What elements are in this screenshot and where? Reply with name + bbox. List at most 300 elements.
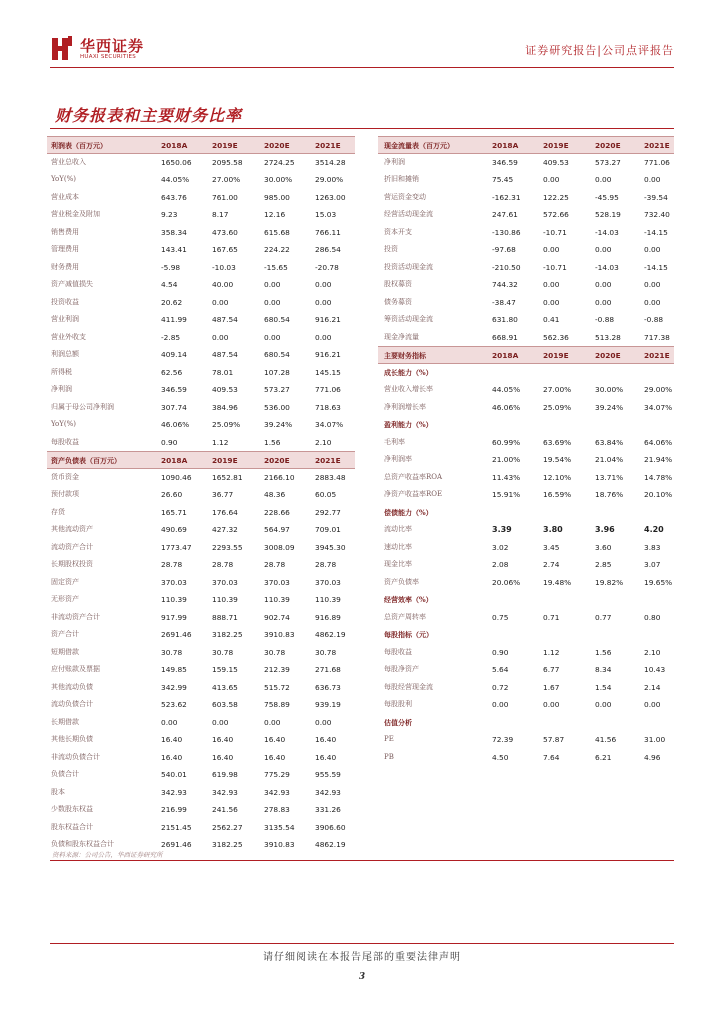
year-header: 2018A bbox=[492, 351, 519, 360]
row-label: 管理费用 bbox=[51, 245, 79, 253]
cell-value: 48.36 bbox=[264, 490, 286, 499]
cell-value: 149.85 bbox=[161, 665, 187, 674]
cell-value: 766.11 bbox=[315, 227, 341, 237]
cell-value: 0.00 bbox=[595, 297, 612, 307]
year-header: 2020E bbox=[264, 456, 290, 465]
row-label: 每股净资产 bbox=[384, 665, 419, 673]
cell-value: 44.05% bbox=[492, 385, 521, 394]
cell-value: 536.00 bbox=[264, 402, 290, 412]
cell-value: 0.00 bbox=[315, 297, 332, 307]
cell-value: 342.99 bbox=[161, 682, 187, 692]
cell-value: 16.40 bbox=[264, 752, 286, 762]
table-row bbox=[47, 276, 355, 294]
cell-value: 110.39 bbox=[315, 595, 341, 604]
subsection-row bbox=[378, 591, 674, 609]
cell-value: 29.00% bbox=[644, 385, 673, 394]
row-label: 毛利率 bbox=[384, 437, 405, 446]
huaxi-logo-icon bbox=[50, 36, 76, 62]
cell-value: 540.01 bbox=[161, 770, 187, 779]
cell-value: 110.39 bbox=[161, 595, 187, 604]
cell-value: 15.03 bbox=[315, 210, 337, 219]
cell-value: -38.47 bbox=[492, 297, 516, 307]
cell-value: 573.27 bbox=[595, 157, 621, 167]
table-row bbox=[378, 189, 674, 207]
cell-value: 286.54 bbox=[315, 245, 341, 254]
cell-value: -210.50 bbox=[492, 262, 521, 272]
cell-value: 668.91 bbox=[492, 332, 518, 342]
row-label: 经营效率（%） bbox=[384, 595, 433, 604]
cell-value: 0.00 bbox=[212, 717, 229, 727]
row-label: 长期股权投资 bbox=[51, 560, 93, 568]
cell-value: 12.10% bbox=[543, 472, 572, 482]
cell-value: 0.00 bbox=[644, 280, 661, 289]
cell-value: 9.23 bbox=[161, 210, 178, 219]
table-header bbox=[378, 346, 674, 364]
cell-value: 3.45 bbox=[543, 542, 560, 552]
row-label: 股东权益合计 bbox=[51, 822, 93, 831]
cell-value: 0.00 bbox=[492, 700, 509, 709]
table-row bbox=[378, 469, 674, 487]
cell-value: 0.00 bbox=[264, 280, 281, 289]
cell-value: -10.03 bbox=[212, 262, 236, 272]
table-row bbox=[378, 696, 674, 714]
row-label: 所得税 bbox=[51, 367, 72, 376]
subsection-row bbox=[378, 626, 674, 644]
cell-value: 1.56 bbox=[595, 647, 612, 657]
cell-value: 985.00 bbox=[264, 192, 290, 202]
cell-value: 16.40 bbox=[315, 752, 337, 762]
cell-value: 30.00% bbox=[264, 175, 293, 184]
subsection-row bbox=[378, 504, 674, 522]
cell-value: 30.78 bbox=[264, 647, 286, 657]
cell-value: 0.90 bbox=[161, 437, 178, 447]
cell-value: 110.39 bbox=[212, 595, 238, 604]
table-row bbox=[47, 819, 355, 837]
cell-value: 4862.19 bbox=[315, 630, 346, 639]
row-label: 现金比率 bbox=[384, 560, 412, 568]
row-label: PB bbox=[384, 752, 394, 761]
row-label: 销售费用 bbox=[51, 227, 79, 236]
cell-value: 0.72 bbox=[492, 682, 509, 692]
cell-value: 3182.25 bbox=[212, 630, 243, 639]
cell-value: 25.09% bbox=[543, 402, 572, 412]
year-header: 2021E bbox=[644, 141, 670, 150]
cell-value: 409.53 bbox=[543, 157, 569, 167]
bottom-divider bbox=[50, 860, 674, 861]
table-row bbox=[47, 294, 355, 312]
cell-value: 167.65 bbox=[212, 245, 238, 254]
cell-value: 30.00% bbox=[595, 385, 624, 394]
brand-name: 华西证券 bbox=[80, 37, 145, 55]
year-header: 2021E bbox=[315, 456, 341, 465]
cell-value: 528.19 bbox=[595, 210, 621, 219]
cell-value: 19.82% bbox=[595, 577, 624, 587]
table-row bbox=[47, 259, 355, 277]
cell-value: -14.15 bbox=[644, 262, 668, 272]
cell-value: 2151.45 bbox=[161, 822, 192, 832]
cell-value: 342.93 bbox=[315, 787, 341, 797]
row-label: 负债合计 bbox=[51, 770, 79, 778]
cell-value: 20.10% bbox=[644, 490, 673, 499]
row-label: 折旧和摊销 bbox=[384, 175, 419, 183]
cell-value: 2166.10 bbox=[264, 472, 295, 482]
row-label: YoY(%) bbox=[51, 420, 76, 428]
cell-value: 0.00 bbox=[644, 175, 661, 184]
report-header bbox=[50, 36, 674, 64]
cell-value: 3.07 bbox=[644, 560, 661, 569]
cell-value: 2.10 bbox=[644, 647, 661, 657]
cell-value: -14.03 bbox=[595, 262, 619, 272]
table-row bbox=[378, 679, 674, 697]
table-row bbox=[378, 451, 674, 469]
cell-value: 224.22 bbox=[264, 245, 290, 254]
cell-value: 19.65% bbox=[644, 577, 673, 587]
cell-value: 409.14 bbox=[161, 350, 187, 359]
year-header: 2019E bbox=[212, 141, 238, 150]
row-label: 偿债能力（%） bbox=[384, 507, 433, 517]
cell-value: 21.94% bbox=[644, 455, 673, 464]
row-label: 流动资产合计 bbox=[51, 542, 93, 551]
cell-value: 902.74 bbox=[264, 612, 290, 622]
row-label: 资本开支 bbox=[384, 227, 412, 236]
cell-value: 732.40 bbox=[644, 210, 670, 219]
cell-value: -39.54 bbox=[644, 192, 668, 202]
cell-value: 631.80 bbox=[492, 315, 518, 324]
cell-value: 2293.55 bbox=[212, 542, 243, 552]
cell-value: 331.26 bbox=[315, 805, 341, 814]
year-header: 2020E bbox=[595, 351, 621, 360]
table-row bbox=[47, 154, 355, 172]
cell-value: 0.00 bbox=[543, 245, 560, 254]
table-row bbox=[47, 346, 355, 364]
cell-value: 27.00% bbox=[212, 175, 241, 184]
cell-value: 4862.19 bbox=[315, 840, 346, 849]
cell-value: 20.62 bbox=[161, 297, 183, 307]
table-row bbox=[378, 644, 674, 662]
cell-value: 6.21 bbox=[595, 752, 612, 762]
cell-value: 888.71 bbox=[212, 612, 238, 622]
cell-value: 0.00 bbox=[315, 332, 332, 342]
year-header: 2020E bbox=[264, 141, 290, 150]
table-row bbox=[47, 416, 355, 434]
cell-value: 3.39 bbox=[492, 525, 512, 534]
table-row bbox=[47, 766, 355, 784]
cell-value: 25.09% bbox=[212, 420, 241, 429]
cell-value: 3135.54 bbox=[264, 822, 295, 832]
cell-value: 30.78 bbox=[161, 647, 183, 657]
cell-value: 771.06 bbox=[644, 157, 670, 167]
table-row bbox=[378, 399, 674, 417]
row-label: 投资收益 bbox=[51, 297, 79, 306]
cell-value: -2.85 bbox=[161, 332, 181, 342]
table-row bbox=[47, 556, 355, 574]
cell-value: 4.54 bbox=[161, 280, 178, 289]
table-header bbox=[47, 136, 355, 154]
cell-value: 346.59 bbox=[492, 157, 518, 167]
cell-value: 78.01 bbox=[212, 367, 234, 377]
cell-value: 0.00 bbox=[212, 332, 229, 342]
row-label: 债务募资 bbox=[384, 297, 412, 306]
table-row bbox=[378, 539, 674, 557]
table-row bbox=[47, 206, 355, 224]
cell-value: 20.06% bbox=[492, 577, 521, 587]
cell-value: 8.34 bbox=[595, 665, 612, 674]
cell-value: 0.41 bbox=[543, 315, 560, 324]
row-label: 货币资金 bbox=[51, 472, 79, 481]
cell-value: 3182.25 bbox=[212, 840, 243, 849]
cell-value: 3.60 bbox=[595, 542, 612, 552]
cell-value: -5.98 bbox=[161, 262, 181, 272]
table-title: 资产负债表（百万元） bbox=[51, 456, 121, 465]
cell-value: 342.93 bbox=[161, 787, 187, 797]
cell-value: 14.78% bbox=[644, 472, 673, 482]
cell-value: 0.00 bbox=[264, 332, 281, 342]
cell-value: 216.99 bbox=[161, 805, 187, 814]
table-row bbox=[378, 521, 674, 539]
cell-value: 643.76 bbox=[161, 192, 187, 202]
cell-value: 1650.06 bbox=[161, 157, 192, 167]
cell-value: 490.69 bbox=[161, 525, 187, 534]
cell-value: 917.99 bbox=[161, 612, 187, 622]
row-label: 股本 bbox=[51, 787, 65, 796]
cell-value: -15.65 bbox=[264, 262, 288, 272]
row-label: 投资 bbox=[384, 245, 398, 253]
table-row bbox=[378, 661, 674, 679]
cell-value: 2691.46 bbox=[161, 630, 192, 639]
cell-value: 292.77 bbox=[315, 507, 341, 517]
cell-value: 0.00 bbox=[161, 717, 178, 727]
year-header: 2021E bbox=[315, 141, 341, 150]
table-row bbox=[47, 469, 355, 487]
table-row bbox=[47, 399, 355, 417]
cell-value: 384.96 bbox=[212, 402, 238, 412]
cell-value: 513.28 bbox=[595, 332, 621, 342]
cell-value: 28.78 bbox=[315, 560, 337, 569]
cell-value: 572.66 bbox=[543, 210, 569, 219]
table-row bbox=[378, 259, 674, 277]
cell-value: 228.66 bbox=[264, 507, 290, 517]
row-label: 存货 bbox=[51, 507, 65, 516]
data-source: 资料来源：公司公告，华西证券研究所 bbox=[52, 851, 163, 859]
row-label: 每股指标（元） bbox=[384, 630, 433, 639]
cell-value: 18.76% bbox=[595, 490, 624, 499]
financial-ratios-table bbox=[378, 346, 674, 766]
row-label: 投资活动现金流 bbox=[384, 262, 433, 271]
row-label: 其他长期负债 bbox=[51, 735, 93, 743]
cell-value: 955.59 bbox=[315, 770, 341, 779]
cell-value: 0.00 bbox=[543, 280, 560, 289]
cell-value: 34.07% bbox=[315, 420, 344, 429]
page-number: 3 bbox=[358, 972, 366, 982]
cell-value: 0.00 bbox=[212, 297, 229, 307]
cell-value: 28.78 bbox=[161, 560, 183, 569]
table-row bbox=[47, 224, 355, 242]
cell-value: 2724.25 bbox=[264, 157, 295, 167]
row-label: 营业外收支 bbox=[51, 332, 86, 341]
cell-value: 0.00 bbox=[644, 700, 661, 709]
cell-value: 143.41 bbox=[161, 245, 187, 254]
cell-value: 145.15 bbox=[315, 367, 341, 377]
cell-value: 247.61 bbox=[492, 210, 518, 219]
table-row bbox=[47, 749, 355, 767]
cell-value: 473.60 bbox=[212, 227, 238, 237]
income-statement-table bbox=[47, 136, 355, 451]
table-row bbox=[378, 276, 674, 294]
cell-value: 4.50 bbox=[492, 752, 509, 762]
table-row bbox=[47, 189, 355, 207]
row-label: 预付款项 bbox=[51, 490, 79, 498]
legal-notice: 请仔细阅读在本报告尾部的重要法律声明 bbox=[263, 952, 461, 963]
cell-value: 636.73 bbox=[315, 682, 341, 692]
table-row bbox=[47, 329, 355, 347]
cell-value: 680.54 bbox=[264, 350, 290, 359]
cell-value: -45.95 bbox=[595, 192, 619, 202]
cell-value: 16.40 bbox=[161, 735, 183, 744]
cell-value: 771.06 bbox=[315, 385, 341, 394]
cell-value: 2.85 bbox=[595, 560, 612, 569]
row-label: 其他流动资产 bbox=[51, 525, 93, 533]
row-label: 财务费用 bbox=[51, 262, 79, 271]
cell-value: 4.96 bbox=[644, 752, 661, 762]
row-label: 估值分析 bbox=[384, 717, 412, 727]
row-label: 每股收益 bbox=[51, 437, 79, 446]
cell-value: 44.05% bbox=[161, 175, 190, 184]
cell-value: 370.03 bbox=[212, 577, 238, 587]
cell-value: 16.40 bbox=[212, 735, 234, 744]
cell-value: 0.00 bbox=[595, 280, 612, 289]
year-header: 2021E bbox=[644, 351, 670, 360]
year-header: 2018A bbox=[161, 456, 188, 465]
table-row bbox=[47, 609, 355, 627]
table-row bbox=[378, 311, 674, 329]
cell-value: 0.00 bbox=[644, 297, 661, 307]
cell-value: 241.56 bbox=[212, 805, 238, 814]
table-row bbox=[47, 661, 355, 679]
cell-value: -14.03 bbox=[595, 227, 619, 237]
section-title: 财务报表和主要财务比率 bbox=[55, 106, 243, 125]
cell-value: 46.06% bbox=[161, 420, 190, 429]
year-header: 2019E bbox=[543, 141, 569, 150]
cell-value: 916.89 bbox=[315, 612, 341, 622]
row-label: 股权募资 bbox=[384, 280, 412, 288]
table-row bbox=[378, 329, 674, 347]
table-row bbox=[378, 171, 674, 189]
subsection-row bbox=[378, 714, 674, 732]
subsection-row bbox=[378, 364, 674, 382]
row-label: 成长能力（%） bbox=[384, 367, 433, 377]
cell-value: 0.00 bbox=[595, 700, 612, 709]
year-header: 2018A bbox=[492, 141, 519, 150]
cell-value: 562.36 bbox=[543, 332, 569, 342]
cell-value: 39.24% bbox=[264, 420, 293, 429]
cell-value: 564.97 bbox=[264, 525, 290, 534]
row-label: 盈利能力（%） bbox=[384, 420, 433, 429]
row-label: 营业利润 bbox=[51, 315, 79, 323]
row-label: 资产负债率 bbox=[384, 577, 419, 586]
cell-value: 64.06% bbox=[644, 437, 673, 447]
cell-value: 122.25 bbox=[543, 192, 569, 202]
cell-value: 72.39 bbox=[492, 735, 514, 744]
subsection-row bbox=[378, 416, 674, 434]
table-row bbox=[47, 784, 355, 802]
table-row bbox=[378, 434, 674, 452]
cell-value: 1.54 bbox=[595, 682, 612, 692]
table-row bbox=[378, 731, 674, 749]
cell-value: 3910.83 bbox=[264, 630, 295, 639]
cell-value: 29.00% bbox=[315, 175, 344, 184]
cell-value: 916.21 bbox=[315, 315, 341, 324]
cell-value: 2562.27 bbox=[212, 822, 243, 832]
table-row bbox=[47, 539, 355, 557]
footer-divider bbox=[50, 943, 674, 944]
table-row bbox=[47, 171, 355, 189]
table-row bbox=[47, 696, 355, 714]
right-panel bbox=[378, 136, 674, 766]
cell-value: 573.27 bbox=[264, 385, 290, 394]
row-label: 无形资产 bbox=[51, 595, 79, 603]
cell-value: 28.78 bbox=[264, 560, 286, 569]
cell-value: 0.00 bbox=[264, 717, 281, 727]
table-row bbox=[378, 381, 674, 399]
cell-value: 709.01 bbox=[315, 525, 341, 534]
cell-value: 39.24% bbox=[595, 402, 624, 412]
cell-value: 3.02 bbox=[492, 542, 509, 552]
table-row bbox=[47, 574, 355, 592]
row-label: 营业总收入 bbox=[51, 157, 86, 166]
cell-value: -130.86 bbox=[492, 227, 521, 237]
cell-value: 2.10 bbox=[315, 437, 332, 447]
row-label: 速动比率 bbox=[384, 542, 412, 551]
row-label: 每股收益 bbox=[384, 647, 412, 656]
cell-value: 278.83 bbox=[264, 805, 290, 814]
row-label: 净利润增长率 bbox=[384, 402, 426, 411]
cell-value: 2.14 bbox=[644, 682, 661, 692]
cell-value: 13.71% bbox=[595, 472, 624, 482]
cell-value: 3.80 bbox=[543, 525, 563, 534]
cell-value: 1.12 bbox=[543, 647, 560, 657]
table-row bbox=[378, 486, 674, 504]
row-label: 净利润 bbox=[384, 157, 405, 166]
row-label: 筹资活动现金流 bbox=[384, 315, 433, 323]
cell-value: 0.00 bbox=[264, 297, 281, 307]
cell-value: 110.39 bbox=[264, 595, 290, 604]
cell-value: -14.15 bbox=[644, 227, 668, 237]
table-header bbox=[47, 451, 355, 469]
row-label: 每股股利 bbox=[384, 700, 412, 708]
row-label: 非流动负债合计 bbox=[51, 752, 100, 761]
cell-value: 409.53 bbox=[212, 385, 238, 394]
cell-value: 0.00 bbox=[315, 717, 332, 727]
table-title: 现金流量表（百万元） bbox=[384, 141, 454, 150]
cell-value: 30.78 bbox=[212, 647, 234, 657]
cell-value: 487.54 bbox=[212, 350, 238, 359]
cell-value: 744.32 bbox=[492, 280, 518, 289]
table-row bbox=[378, 556, 674, 574]
cell-value: 30.78 bbox=[315, 647, 337, 657]
row-label: 净资产收益率ROE bbox=[384, 490, 443, 498]
cell-value: 19.48% bbox=[543, 577, 572, 587]
cell-value: 5.64 bbox=[492, 665, 509, 674]
table-row bbox=[47, 504, 355, 522]
table-row bbox=[47, 311, 355, 329]
cell-value: 0.00 bbox=[315, 280, 332, 289]
cell-value: 1.56 bbox=[264, 437, 281, 447]
cell-value: 11.43% bbox=[492, 472, 521, 482]
cell-value: 15.91% bbox=[492, 490, 521, 499]
cell-value: 758.89 bbox=[264, 700, 290, 709]
cell-value: 619.98 bbox=[212, 770, 238, 779]
cell-value: 36.77 bbox=[212, 490, 234, 499]
